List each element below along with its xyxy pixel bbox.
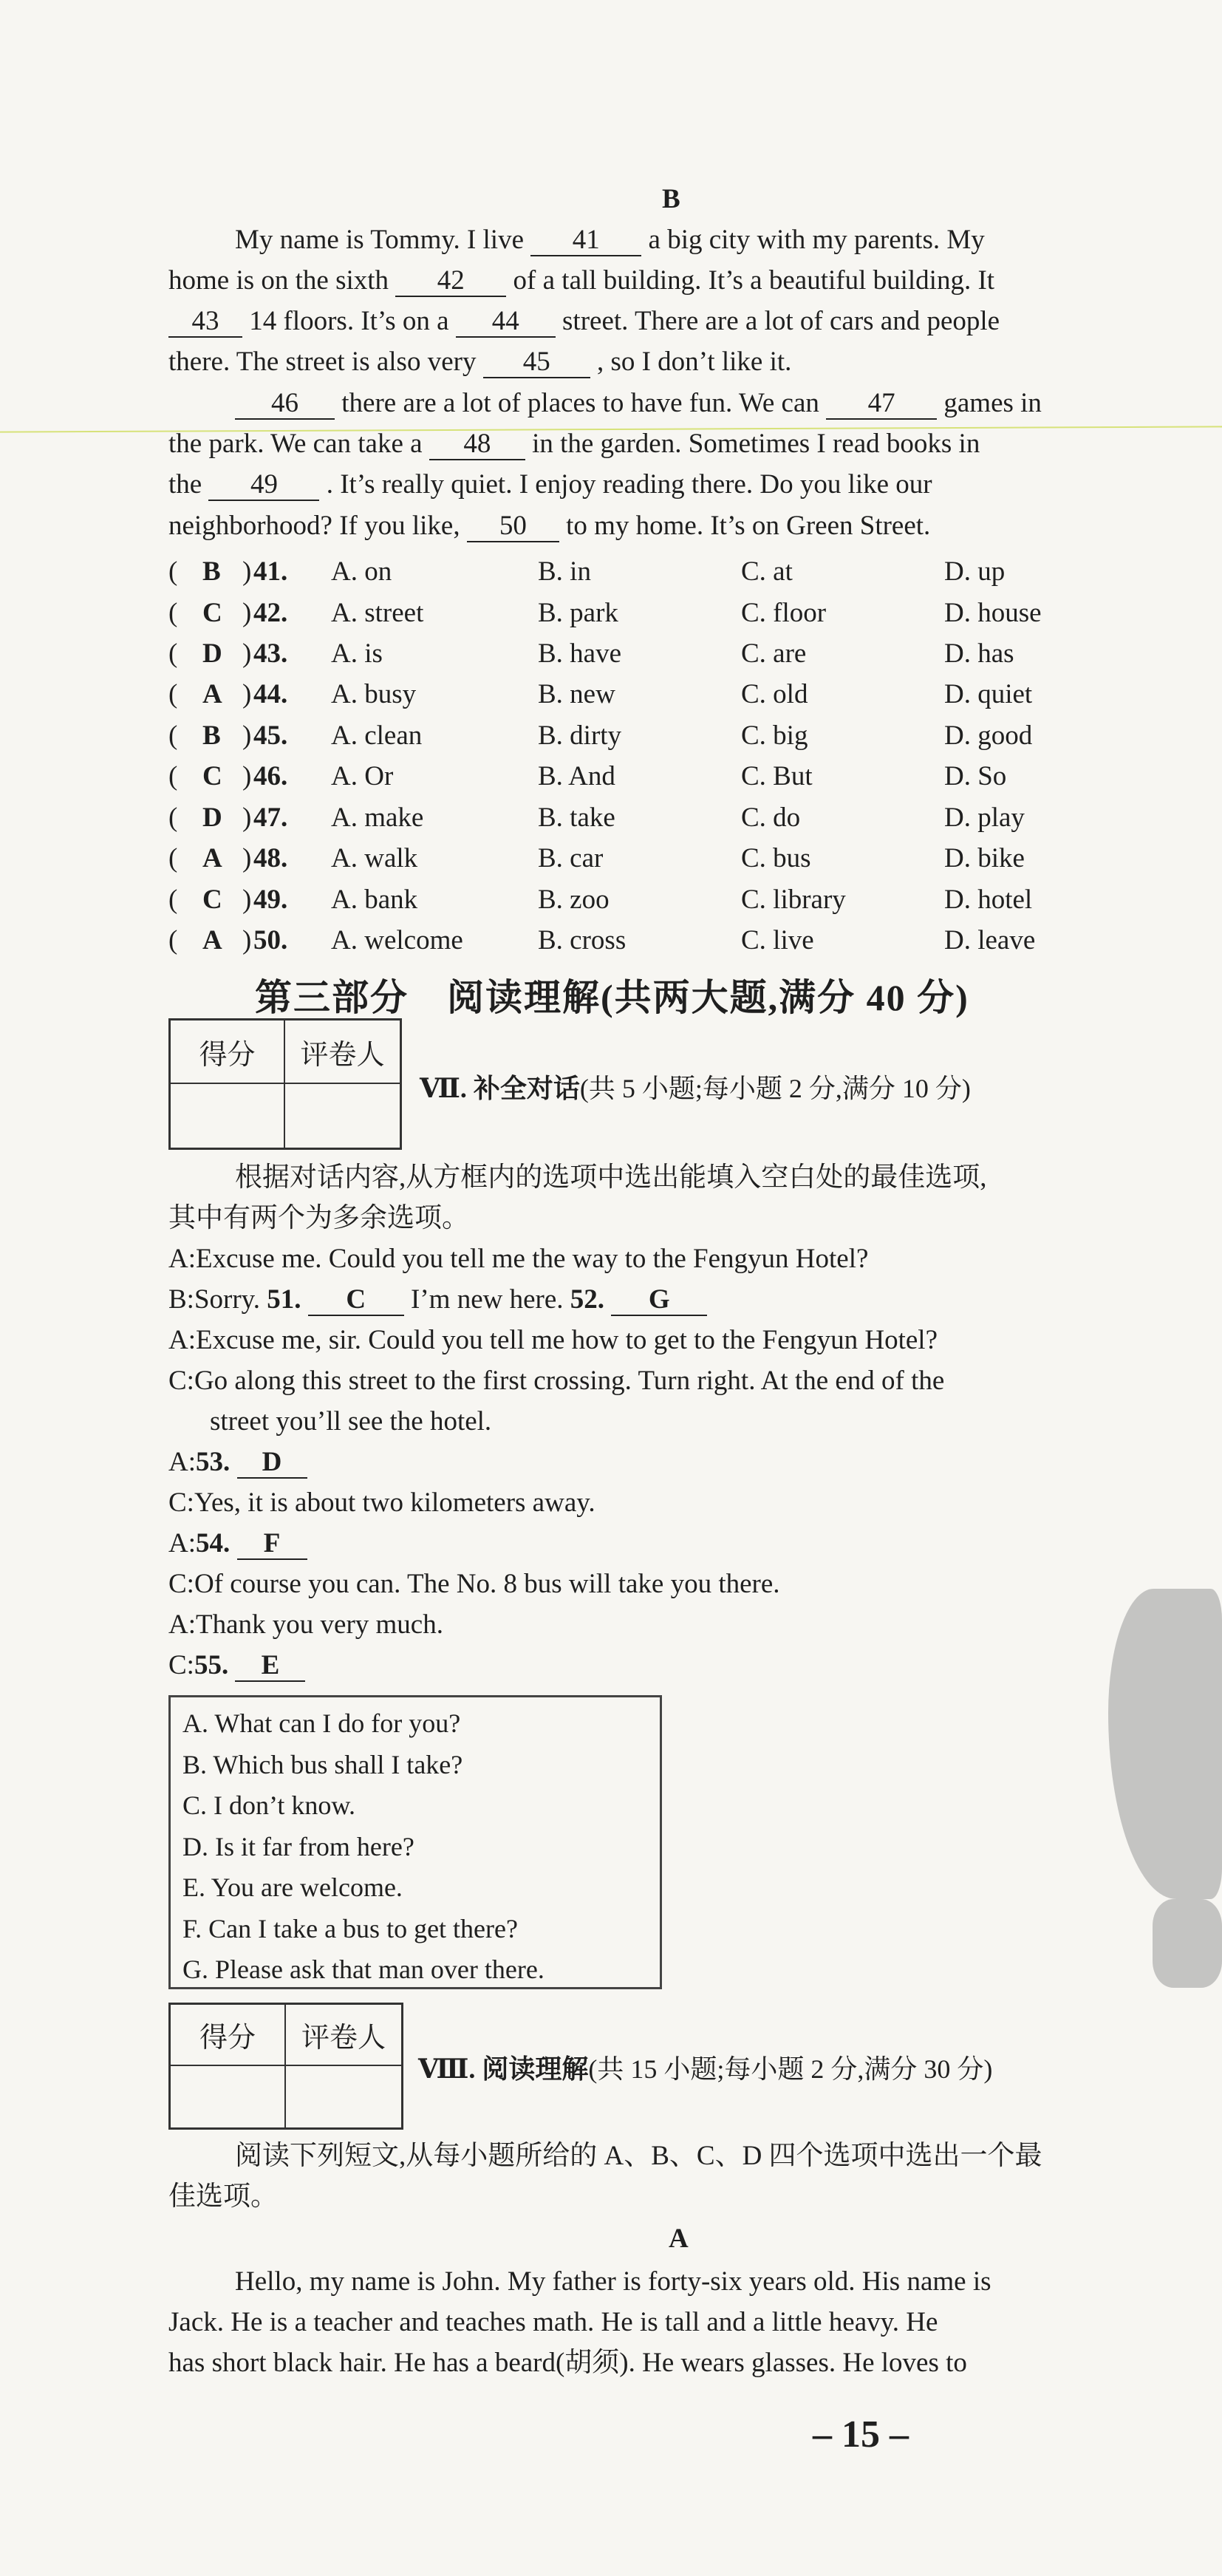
blank-54: F [237,1529,307,1560]
blank-41: 41 [530,225,641,256]
option-item: D. Is it far from here? [182,1831,414,1861]
passage-a-line: Hello, my name is John. My father is forty-six years old. His name is [235,2266,991,2297]
blank-43: 43 [168,307,242,338]
option-item: F. Can I take a bus to get there? [182,1913,518,1943]
blank-46: 46 [235,389,335,420]
score-box [168,1018,402,1150]
page-number: – 15 – [813,2413,909,2456]
blank-48: 48 [429,429,525,460]
part3-title: 第三部分 阅读理解(共两大题,满分 40 分) [255,977,969,1018]
blank-42: 42 [395,266,506,297]
passage-line: 43 14 floors. It’s on a 44 street. There are a lot of cars and people [168,301,1000,341]
score-label: 得分 [171,1020,285,1084]
passage-line: neighborhood? If you like, 50 to my home. It’s on Green Street. [168,511,931,541]
section8-instruction: 阅读下列短文,从每小题所给的 A、B、C、D 四个选项中选出一个最 [235,2141,1042,2171]
blank-51: C [308,1285,404,1316]
score-box [168,2003,403,2130]
dialog-options-box [168,1695,662,1989]
blank-52: G [611,1285,707,1316]
blank-49: 49 [208,470,319,501]
dialog-line: A:Excuse me, sir. Could you tell me how to get to the Fengyun Hotel? [168,1325,938,1355]
passage-line: there. The street is also very 45 , so I don’t like it. [168,347,792,377]
passage-line: home is on the sixth 42 of a tall building. It’s a beautiful building. It [168,265,995,296]
blank-55: E [235,1651,305,1682]
dialog-line: C:Yes, it is about two kilometers away. [168,1488,595,1518]
passage-line: My name is Tommy. I live 41 a big city with my parents. My [235,225,985,255]
blank-47: 47 [826,389,937,420]
blank-50: 50 [467,511,559,542]
passage-a-line: Jack. He is a teacher and teaches math. He is tall and a little heavy. He [168,2307,938,2337]
passage-line: the 49 . It’s really quiet. I enjoy reading there. Do you like our [168,469,932,500]
passage-line: the park. We can take a 48 in the garden. Sometimes I read books in [168,429,980,459]
option-item: A. What can I do for you? [182,1708,461,1738]
passage-heading-a: A [669,2224,689,2254]
dialog-line: C:Of course you can. The No. 8 bus will take you there. [168,1569,780,1599]
score-cell [171,1084,285,1148]
section7-instruction: 其中有两个为多余选项。 [168,1203,469,1233]
blank-44: 44 [456,307,556,338]
dialog-line: A:53. D [168,1442,307,1482]
passage-a-line: has short black hair. He has a beard(胡须). He wears glasses. He loves to [168,2348,967,2378]
section-heading-b: B [662,184,680,214]
dialog-line: street you’ll see the hotel. [210,1406,492,1437]
section8-heading: Ⅷ. 阅读理解(共 15 小题;每小题 2 分,满分 30 分) [418,2054,993,2084]
option-item: B. Which bus shall I take? [182,1749,463,1779]
option-item: C. I don’t know. [182,1790,355,1820]
dialog-line: A:54. F [168,1523,307,1564]
dialog-line: C:55. E [168,1645,305,1686]
section7-heading: Ⅶ. 补全对话(共 5 小题;每小题 2 分,满分 10 分) [420,1074,971,1103]
blank-53: D [237,1448,307,1479]
section7-instruction: 根据对话内容,从方框内的选项中选出能填入空白处的最佳选项, [235,1162,987,1193]
grader-label: 评卷人 [285,1020,400,1084]
passage-line: 46 there are a lot of places to have fun. We can 47 games in [235,383,1042,423]
option-item: E. You are welcome. [182,1873,403,1902]
grader-cell [286,2066,401,2127]
grader-label: 评卷人 [286,2005,401,2066]
dialog-line: B:Sorry. 51. C I’m new here. 52. G [168,1279,707,1320]
dialog-line: A:Thank you very much. [168,1609,443,1640]
background-smudge [1153,1899,1222,1988]
section8-instruction: 佳选项。 [168,2181,278,2212]
grader-cell [285,1084,400,1148]
score-cell [171,2066,286,2127]
dialog-line: C:Go along this street to the first crossing. Turn right. At the end of the [168,1366,945,1396]
dialog-line: A:Excuse me. Could you tell me the way to the Fengyun Hotel? [168,1244,869,1274]
background-smudge [1108,1589,1222,1899]
option-item: G. Please ask that man over there. [182,1955,545,1984]
score-label: 得分 [171,2005,286,2066]
blank-45: 45 [483,347,590,378]
